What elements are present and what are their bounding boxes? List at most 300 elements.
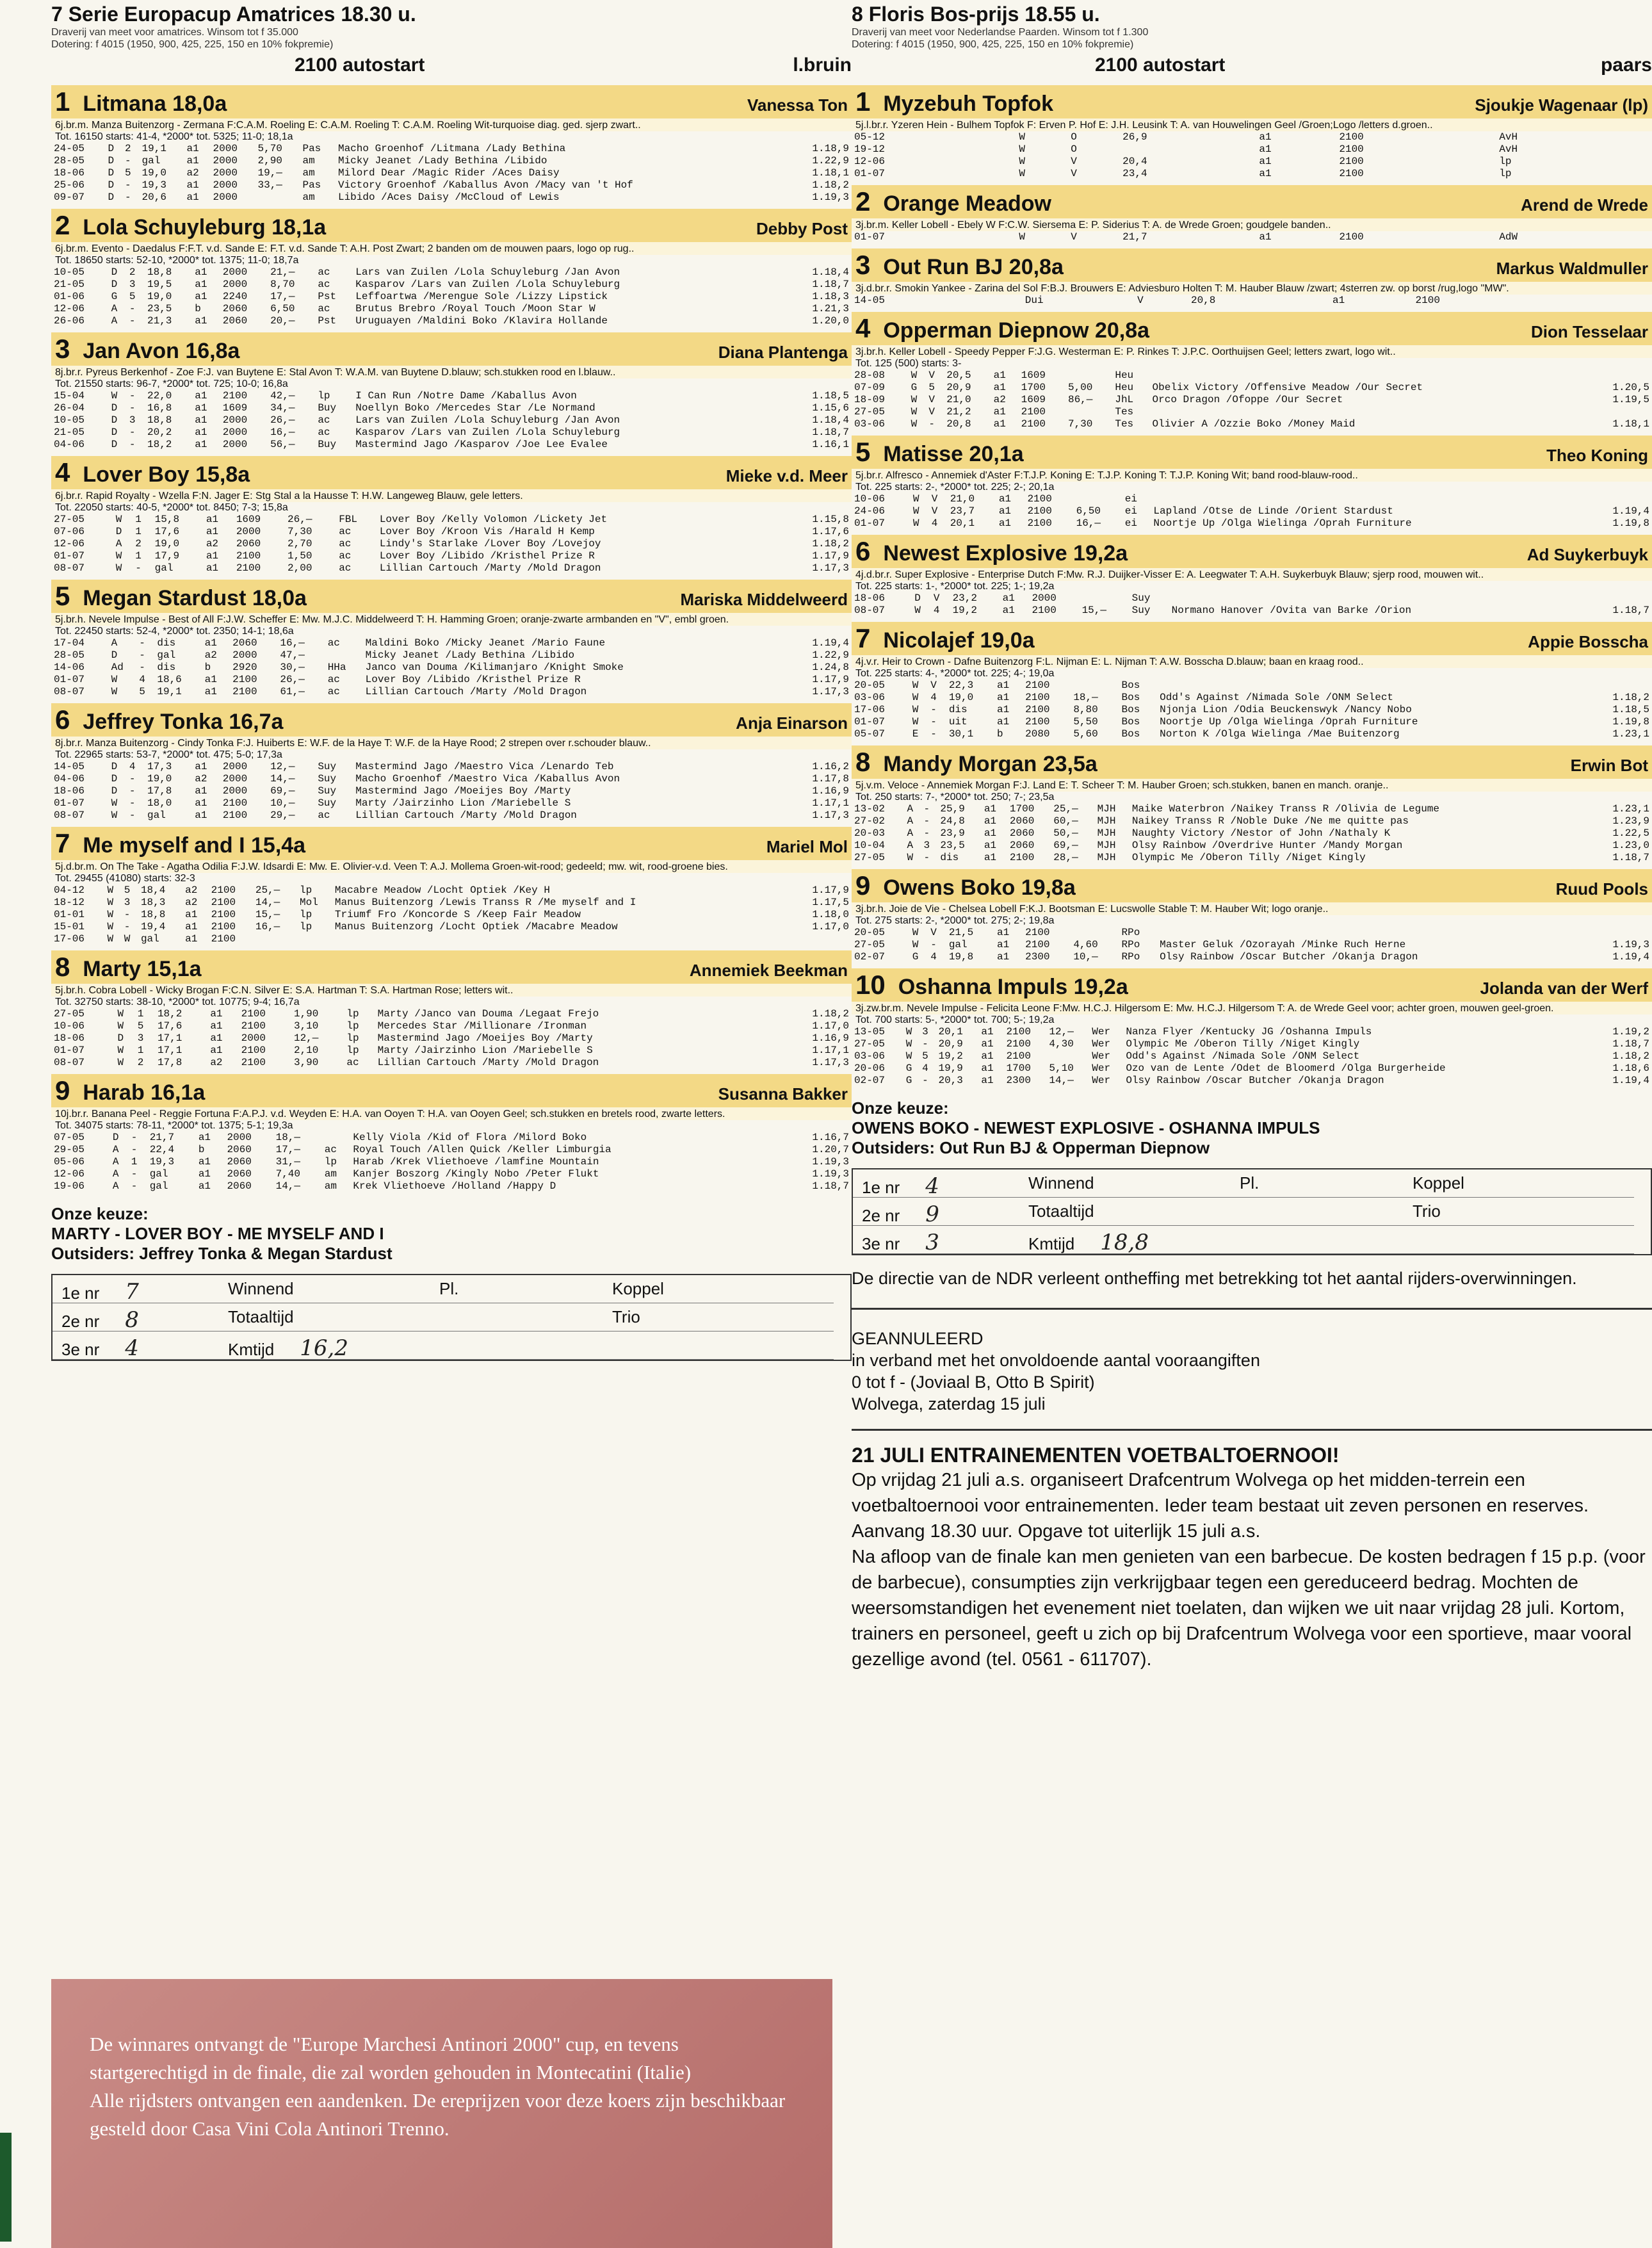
- horse-totals: Tot. 22965 starts: 53-7, *2000* tot. 475; 5-0; 17,3a: [55, 749, 282, 760]
- form-cell: 34,—: [270, 402, 295, 414]
- form-cell: 20,—: [270, 315, 295, 327]
- form-cell: 2060: [227, 1144, 252, 1155]
- form-cell: lp: [300, 909, 312, 920]
- horse-pedigree: 6j.br.r. Rapid Royalty - Wzella F:N. Jager E: Stg Stal a la Hausse T: H.W. Langeweg Blauw, gele letters.: [51, 489, 852, 502]
- driver-name: Annemiek Beekman: [689, 961, 848, 980]
- form-cell: 08-07: [54, 562, 85, 574]
- form-cell: Kelly Viola /Kid of Flora /Milord Boko: [353, 1132, 587, 1143]
- form-cell: Mercedes Star /Millionare /Ironman: [377, 1020, 587, 1032]
- form-cell: Bos: [1121, 680, 1140, 691]
- form-cell: AdW: [1499, 231, 1518, 243]
- form-cell: 2000: [222, 773, 248, 785]
- form-cell: D: [111, 279, 118, 290]
- box-pl: Pl.: [430, 1275, 603, 1303]
- form-cell: a1: [997, 951, 1010, 963]
- box-trio: Trio: [603, 1303, 834, 1332]
- form-cell: 19,0: [948, 692, 974, 703]
- ndr-notice: De directie van de NDR verleent ontheffing met betrekking tot het aantal rijders-overwinningen.: [852, 1269, 1577, 1288]
- form-cell: -: [129, 797, 136, 809]
- driver-name: Jolanda van der Werf: [1480, 979, 1648, 998]
- box-totaal: Totaaltijd: [1019, 1198, 1231, 1226]
- form-cell: 14,—: [255, 897, 280, 908]
- horse-header: [852, 968, 1652, 1002]
- form-cell: 2000: [232, 649, 257, 661]
- form-cell: ac: [327, 637, 340, 649]
- form-cell: ac: [339, 562, 352, 574]
- form-cell: [322, 1132, 351, 1144]
- form-cell: am: [324, 1180, 337, 1192]
- form-cell: 24,8: [940, 815, 965, 827]
- form-cell: 2100: [1032, 605, 1057, 616]
- form-cell: Triumf Fro /Koncorde S /Keep Fair Meadow: [334, 909, 581, 920]
- form-cell: ac: [318, 414, 330, 426]
- form-cell: Nanza Flyer /Kentucky JG /Oshanna Impuls: [1126, 1026, 1372, 1038]
- horse-pedigree: 3j.br.h. Joie de Vie - Chelsea Lobell F:K.J. Bootsman E: Lucswolle Stable T: M. Hauber Wit; logo oranje..: [852, 902, 1652, 915]
- form-cell: lp: [346, 1020, 359, 1032]
- form-cell: 12,—: [293, 1032, 319, 1044]
- form-cell: A: [112, 1180, 119, 1192]
- form-row: [51, 315, 852, 327]
- form-cell: 20,4: [1122, 156, 1147, 167]
- form-cell: 16,8: [147, 402, 172, 414]
- form-table: [852, 592, 1652, 617]
- form-cell: a1: [195, 785, 207, 797]
- driver-name: Mariel Mol: [766, 837, 848, 856]
- form-cell: 19,0: [154, 538, 180, 550]
- form-cell: 2100: [1027, 517, 1052, 529]
- horse-header: [852, 85, 1652, 118]
- form-cell: -: [129, 303, 136, 314]
- form-cell: [253, 933, 297, 945]
- form-cell: 18,6: [157, 674, 182, 685]
- horse-totals: Tot. 225 starts: 1-, *2000* tot. 225; 1-; 19,2a: [855, 581, 1055, 592]
- form-cell: W: [907, 852, 914, 863]
- form-cell: 2100: [1415, 295, 1440, 306]
- form-cell: 1.15,6: [812, 402, 849, 414]
- form-cell: 01-07: [54, 550, 85, 562]
- horse-entry: [51, 456, 852, 574]
- form-cell: Suy: [318, 773, 337, 785]
- form-cell: Lover Boy /Kroon Vis /Harald H Kemp: [379, 526, 595, 537]
- form-row: [852, 231, 1652, 243]
- form-cell: Lars van Zuilen /Lola Schuyleburg /Jan Avon: [355, 414, 620, 426]
- form-cell: D: [111, 649, 118, 661]
- driver-name: Erwin Bot: [1570, 756, 1648, 775]
- form-cell: 21,5: [948, 927, 974, 938]
- form-cell: a1: [1259, 168, 1272, 179]
- box-kmtijd: Kmtijd: [228, 1340, 275, 1359]
- form-cell: 03-06: [854, 1050, 886, 1062]
- form-cell: 27-05: [54, 1008, 85, 1020]
- form-cell: 2060: [1009, 815, 1035, 827]
- form-cell: 1.18,2: [812, 538, 849, 550]
- form-cell: a1: [997, 692, 1010, 703]
- form-cell: gal: [149, 1168, 168, 1180]
- form-cell: W: [1019, 168, 1025, 179]
- horse-name: Megan Stardust 18,0a: [83, 586, 307, 610]
- form-cell: 2100: [241, 1045, 266, 1056]
- horse-totals: Tot. 225 starts: 2-, *2000* tot. 225; 2-; 20,1a: [855, 482, 1055, 493]
- form-cell: 2100: [1339, 143, 1364, 155]
- form-cell: [1581, 592, 1652, 605]
- form-cell: gal: [157, 649, 176, 661]
- form-cell: [1628, 231, 1652, 243]
- form-cell: ac: [327, 674, 340, 685]
- form-cell: V: [928, 370, 935, 381]
- horse-header: [852, 312, 1652, 345]
- horse-number: 5: [55, 581, 70, 611]
- form-cell: 1.17,1: [812, 797, 849, 809]
- form-cell: gal: [140, 933, 159, 945]
- form-cell: ac: [327, 686, 340, 697]
- form-cell: 2100: [232, 686, 257, 697]
- form-cell: 1.17,9: [812, 674, 849, 685]
- box-row1-label: 1e nr: [862, 1178, 900, 1197]
- form-cell: W: [905, 1026, 912, 1038]
- form-cell: Pst: [318, 291, 337, 302]
- form-cell: D: [108, 143, 115, 154]
- form-cell: a1: [998, 505, 1012, 517]
- box-row3-label: 3e nr: [862, 1234, 900, 1253]
- keuze-picks: MARTY - LOVER BOY - ME MYSELF AND I: [51, 1224, 384, 1243]
- form-row: [852, 852, 1652, 864]
- form-cell: G: [911, 382, 918, 393]
- form-cell: a1: [993, 382, 1006, 393]
- form-cell: 1.23,9: [1612, 815, 1649, 827]
- form-cell: 2100: [1021, 418, 1046, 430]
- form-cell: [1583, 493, 1652, 505]
- form-cell: -: [930, 716, 937, 728]
- horse-entry: [51, 950, 852, 1069]
- form-cell: Marty /Jairzinho Lion /Mariebelle S: [377, 1045, 593, 1056]
- form-cell: 03-06: [854, 692, 886, 703]
- form-cell: 2100: [1027, 493, 1052, 505]
- form-cell: G: [912, 951, 919, 963]
- form-cell: 28-05: [54, 649, 85, 661]
- form-cell: -: [125, 179, 131, 191]
- form-row: [51, 674, 852, 686]
- form-cell: [1473, 231, 1497, 243]
- form-cell: 2920: [232, 662, 257, 673]
- form-cell: a1: [993, 418, 1006, 430]
- form-cell: A: [112, 1144, 119, 1155]
- handwritten-2: 8: [125, 1307, 139, 1333]
- form-cell: ei: [1124, 517, 1137, 529]
- form-cell: 1.18,7: [812, 279, 849, 290]
- form-cell: 2100: [211, 933, 236, 945]
- race-distance: 2100 autostart: [1095, 54, 1226, 76]
- horse-pedigree: 4j.v.r. Heir to Crown - Dafne Buitenzorg F:L. Nijman E: L. Nijman T: A.W. Bosscha D.blauw; baan en kraag rood..: [852, 655, 1652, 668]
- form-cell: 20-03: [854, 827, 886, 839]
- form-cell: Kasparov /Lars van Zuilen /Lola Schuyleburg: [355, 279, 620, 290]
- form-cell: W: [911, 406, 918, 418]
- form-cell: am: [302, 155, 315, 167]
- form-cell: JhL: [1115, 394, 1134, 405]
- form-cell: a1: [195, 315, 207, 327]
- form-row: [51, 909, 852, 921]
- form-row: [51, 1132, 852, 1144]
- form-cell: a1: [186, 143, 199, 154]
- form-cell: 26-06: [54, 315, 85, 327]
- form-cell: Olivier A /Ozzie Boko /Money Maid: [1152, 418, 1356, 430]
- form-cell: 1.17,9: [812, 884, 849, 896]
- form-row: [51, 538, 852, 550]
- form-cell: 1.19,8: [1612, 716, 1649, 728]
- form-cell: a1: [984, 827, 997, 839]
- form-cell: [255, 191, 300, 204]
- form-cell: Bos: [1121, 692, 1140, 703]
- form-cell: 5: [139, 686, 145, 697]
- form-cell: W: [912, 493, 919, 505]
- horse-totals: Tot. 22050 starts: 40-5, *2000* tot. 8450; 7-3; 15,8a: [55, 502, 288, 513]
- form-cell: 3: [137, 1032, 144, 1044]
- form-cell: a1: [981, 1026, 994, 1038]
- form-cell: 25,—: [255, 884, 280, 896]
- form-cell: 18,2: [147, 439, 172, 450]
- form-cell: 5,50: [1073, 716, 1098, 728]
- form-row: [852, 1038, 1652, 1050]
- form-cell: am: [302, 191, 315, 203]
- form-cell: W: [115, 562, 122, 574]
- form-cell: 5: [129, 291, 136, 302]
- form-cell: [1585, 370, 1652, 382]
- horse-number: 1: [55, 86, 70, 117]
- form-cell: 20,8: [946, 418, 971, 430]
- form-cell: a2: [993, 394, 1006, 405]
- form-cell: b: [198, 1144, 205, 1155]
- form-row: [51, 191, 852, 204]
- horse-name: Litmana 18,0a: [83, 92, 227, 116]
- form-cell: Olympic Me /Oberon Tilly /Niget Kingly: [1126, 1038, 1360, 1050]
- driver-name: Debby Post: [756, 219, 848, 238]
- horse-pedigree: 3j.zw.br.m. Nevele Impulse - Felicita Leone F:Mw. H.C.J. Hilgersom E: Mw. H.C.J. Hilgersom T: A. de Wrede Geel voor; achter groen, mouwen geel-groen.: [852, 1002, 1652, 1014]
- form-cell: 18-12: [54, 897, 85, 908]
- form-cell: 17,3: [147, 761, 172, 772]
- form-cell: Kanjer Boszorg /Kingly Nobo /Peter Flukt: [353, 1168, 599, 1180]
- form-cell: 2100: [222, 810, 248, 821]
- driver-name: Mariska Middelweerd: [680, 590, 848, 609]
- form-cell: Tes: [1115, 418, 1134, 430]
- horse-pedigree: 10j.br.r. Banana Peel - Reggie Fortuna F:A.P.J. v.d. Weyden E: H.A. van Ooyen T: H.A. van Ooyen Geel; sch.stukken en bretels rood, zwarte letters.: [51, 1107, 852, 1120]
- form-cell: 05-12: [854, 131, 886, 143]
- horse-entry: [51, 209, 852, 327]
- form-cell: 17,8: [147, 785, 172, 797]
- cup-banner: [51, 1979, 832, 2248]
- form-row: [852, 680, 1652, 692]
- form-table: [852, 680, 1652, 740]
- form-cell: 13-02: [854, 803, 886, 815]
- cancel-line: GEANNULEERD: [852, 1329, 984, 1348]
- form-cell: 47,—: [280, 649, 305, 661]
- form-cell: 23,9: [940, 827, 965, 839]
- horse-pedigree: 6j.br.m. Evento - Daedalus F:F.T. v.d. Sande E: F.T. v.d. Sande T: A.H. Post Zwart; 2 banden om de mouwen paars, logo op rug..: [51, 242, 852, 255]
- form-cell: W: [107, 933, 114, 945]
- form-cell: lp: [318, 390, 330, 402]
- form-cell: 1.19,5: [1612, 394, 1649, 405]
- form-table: [852, 370, 1652, 430]
- form-cell: W: [912, 517, 919, 529]
- form-cell: Brutus Brebro /Royal Touch /Moon Star W: [355, 303, 595, 314]
- driver-name: Anja Einarson: [736, 713, 848, 733]
- form-cell: 20-06: [854, 1063, 886, 1074]
- form-cell: W: [115, 550, 122, 562]
- form-cell: 5: [124, 884, 131, 896]
- form-cell: Wer: [1092, 1075, 1111, 1086]
- form-cell: a1: [206, 526, 219, 537]
- form-cell: A: [112, 1156, 119, 1168]
- box-trio: Trio: [1404, 1198, 1634, 1226]
- horse-number: 1: [855, 86, 871, 117]
- form-row: [51, 526, 852, 538]
- horse-header: [51, 456, 852, 489]
- form-cell: 2100: [232, 674, 257, 685]
- form-row: [51, 1032, 852, 1045]
- form-row: [852, 592, 1652, 605]
- horse-pedigree: 5j.l.br.r. Yzeren Hein - Bulhem Topfok F: Erven P. Hof E: J.H. Leusink T: A. van Houwelingen Geel /Groen;Logo /letters d.groen..: [852, 118, 1652, 131]
- handwritten-3: 4: [125, 1335, 139, 1361]
- form-cell: Lillian Cartouch /Marty /Mold Dragon: [377, 1057, 599, 1068]
- form-cell: 2000: [213, 143, 238, 154]
- form-cell: Lindy's Starlake /Lover Boy /Lovejoy: [379, 538, 601, 550]
- box-row1-label: 1e nr: [61, 1283, 100, 1303]
- form-cell: 22,3: [948, 680, 974, 691]
- box-koppel: Koppel: [603, 1275, 834, 1303]
- form-cell: a1: [185, 933, 198, 945]
- form-cell: 5: [137, 1020, 144, 1032]
- form-cell: lp: [346, 1045, 359, 1056]
- form-cell: -: [930, 728, 937, 740]
- form-cell: 09-07: [54, 191, 85, 203]
- form-cell: 20,9: [938, 1038, 963, 1050]
- form-cell: 2: [135, 538, 142, 550]
- form-cell: 19,0: [147, 291, 172, 302]
- form-cell: 21,0: [950, 493, 975, 505]
- form-table: [51, 637, 852, 698]
- form-cell: 13-05: [854, 1026, 886, 1038]
- form-row: [51, 797, 852, 810]
- form-row: [51, 773, 852, 785]
- form-cell: [1579, 295, 1603, 307]
- form-cell: W: [124, 933, 131, 945]
- form-cell: a1: [1259, 156, 1272, 167]
- form-cell: a1: [185, 921, 198, 933]
- horse-pedigree: 5j.br.r. Alfresco - Annemiek d'Aster F:T.J.P. Koning E: T.J.P. Koning T: T.J.P. Koning Wit; band rood-blauw-rood..: [852, 469, 1652, 482]
- form-cell: V: [930, 927, 937, 938]
- form-cell: -: [125, 155, 131, 167]
- form-cell: 1.18,7: [812, 427, 849, 438]
- form-table: [51, 143, 852, 204]
- form-row: [852, 1026, 1652, 1038]
- form-cell: 1.18,7: [1612, 852, 1649, 863]
- form-cell: 2000: [213, 191, 238, 203]
- form-cell: Kasparov /Lars van Zuilen /Lola Schuyleburg: [355, 427, 620, 438]
- driver-name: Arend de Wrede: [1521, 195, 1648, 215]
- form-cell: RPo: [1121, 939, 1140, 950]
- form-cell: a1: [998, 493, 1012, 505]
- form-cell: a1: [195, 414, 207, 426]
- horse-name: Lover Boy 15,8a: [83, 462, 250, 487]
- horse-number: 9: [55, 1075, 70, 1105]
- form-cell: a2: [185, 897, 198, 908]
- form-cell: 1: [135, 550, 142, 562]
- form-cell: a1: [210, 1020, 223, 1032]
- horse-header: [51, 209, 852, 242]
- form-cell: 14-06: [54, 662, 85, 673]
- form-cell: Pas: [302, 143, 321, 154]
- form-cell: 4: [930, 692, 937, 703]
- form-cell: -: [131, 1180, 138, 1192]
- form-cell: 17,1: [157, 1045, 182, 1056]
- box-koppel: Koppel: [1404, 1169, 1634, 1198]
- form-cell: Macho Groenhof /Litmana /Lady Bethina: [337, 143, 566, 154]
- form-row: [51, 761, 852, 773]
- form-cell: [1605, 231, 1628, 243]
- form-row: [51, 562, 852, 574]
- form-cell: 1.23,1: [1612, 728, 1649, 740]
- form-cell: 15,—: [1081, 605, 1106, 616]
- form-cell: W: [912, 939, 919, 950]
- form-cell: [1555, 295, 1579, 307]
- form-cell: 1.18,9: [812, 143, 849, 154]
- form-cell: -: [928, 418, 935, 430]
- form-cell: 2000: [213, 155, 238, 167]
- driver-name: Markus Waldmuller: [1496, 259, 1648, 278]
- form-cell: a1: [1259, 131, 1272, 143]
- horse-header: [51, 332, 852, 366]
- form-cell: lp: [346, 1008, 359, 1020]
- form-cell: Lillian Cartouch /Marty /Mold Dragon: [355, 810, 577, 821]
- form-row: [51, 921, 852, 933]
- form-cell: 19,8: [948, 951, 974, 963]
- race-conditions: Draverij van meet voor Nederlandse Paarden. Winsom tot f 1.300: [852, 27, 1149, 38]
- form-cell: W: [912, 704, 919, 715]
- form-cell: 17,6: [154, 526, 180, 537]
- form-cell: 15-01: [54, 921, 85, 933]
- form-cell: 1.19,3: [812, 191, 849, 203]
- form-cell: 1.18,2: [812, 179, 849, 191]
- horse-entry: [852, 248, 1652, 307]
- form-cell: W: [107, 921, 114, 933]
- form-cell: Olympic Me /Oberon Tilly /Niget Kingly: [1131, 852, 1366, 863]
- form-cell: V: [928, 394, 935, 405]
- form-cell: a1: [997, 716, 1010, 728]
- horse-number: 3: [55, 334, 70, 364]
- form-cell: 07-09: [854, 382, 886, 393]
- form-cell: Naikey Transs R /Noble Duke /Ne me quitte pas: [1131, 815, 1409, 827]
- form-cell: 4: [930, 951, 937, 963]
- driver-name: Theo Koning: [1546, 446, 1648, 465]
- box-totaal: Totaaltijd: [219, 1303, 430, 1332]
- form-cell: 14,—: [270, 773, 295, 785]
- form-cell: A: [907, 815, 914, 827]
- form-cell: 5,70: [257, 143, 282, 154]
- form-cell: 21,—: [270, 266, 295, 278]
- form-row: [852, 131, 1652, 143]
- banner-text: De winnares ontvangt de "Europe Marchesi Antinori 2000" cup, en tevens startgerechtigd in de finale, die zal worden gehouden in Montecatini (Italie) Alle rijdsters ontvangen een aandenken. De ereprijzen voor deze koers zijn beschikbaar gesteld door Casa Vini Cola Antinori Trenno.: [90, 2033, 786, 2140]
- form-cell: Master Geluk /Ozorayah /Minke Ruch Herne: [1160, 939, 1406, 950]
- form-cell: lp: [1499, 168, 1512, 179]
- form-cell: a2: [210, 1057, 223, 1068]
- form-cell: W: [111, 797, 118, 809]
- driver-name: Mieke v.d. Meer: [725, 466, 848, 485]
- form-cell: a1: [1259, 231, 1272, 243]
- form-cell: 01-01: [54, 909, 85, 920]
- form-cell: [1150, 406, 1586, 418]
- form-cell: RPo: [1121, 927, 1140, 938]
- form-cell: 4: [922, 1063, 928, 1074]
- form-cell: [1585, 406, 1652, 418]
- form-cell: a1: [204, 637, 217, 649]
